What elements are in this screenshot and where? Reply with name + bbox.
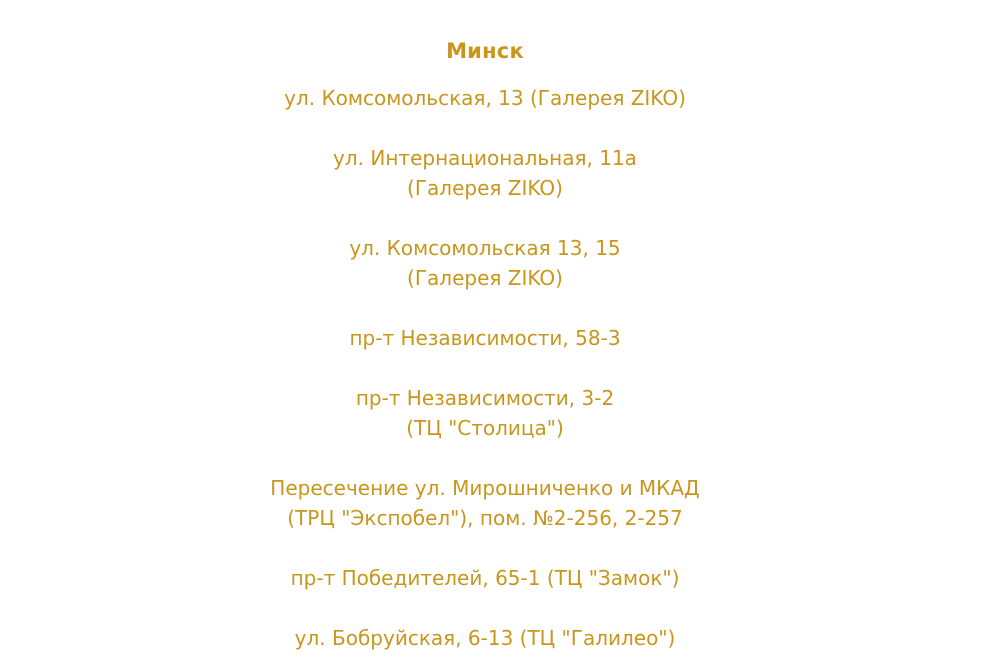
address-list bbox=[0, 83, 970, 670]
address-item-6[interactable] bbox=[0, 473, 970, 533]
address-line: пр-т Независимости, 58-3 bbox=[349, 326, 621, 350]
address-line: (Галерея ZIKO) bbox=[407, 266, 563, 290]
address-item-5[interactable] bbox=[0, 383, 970, 443]
address-item-7[interactable] bbox=[0, 563, 970, 593]
address-item-1[interactable] bbox=[0, 83, 970, 113]
address-line: (ТЦ "Столица") bbox=[406, 416, 564, 440]
address-line: Пересечение ул. Мирошниченко и МКАД bbox=[270, 476, 700, 500]
city-title: Минск bbox=[446, 39, 524, 63]
address-item-8[interactable] bbox=[0, 623, 970, 653]
address-line: (ТРЦ "Экспобел"), пом. №2-256, 2-257 bbox=[287, 506, 683, 530]
address-line: (Галерея ZIKO) bbox=[407, 176, 563, 200]
address-item-4[interactable] bbox=[0, 323, 970, 353]
address-line: ул. Комсомольская 13, 15 bbox=[349, 236, 621, 260]
address-line: ул. Бобруйская, 6-13 (ТЦ "Галилео") bbox=[294, 626, 676, 650]
address-item-2[interactable] bbox=[0, 143, 970, 203]
address-line: пр-т Независимости, 3-2 bbox=[355, 386, 615, 410]
address-line: пр-т Победителей, 65-1 (ТЦ "Замок") bbox=[290, 566, 680, 590]
address-line: ул. Комсомольская, 13 (Галерея ZIKO) bbox=[284, 86, 686, 110]
address-item-3[interactable] bbox=[0, 233, 970, 293]
address-line: ул. Интернациональная, 11а bbox=[333, 146, 637, 170]
